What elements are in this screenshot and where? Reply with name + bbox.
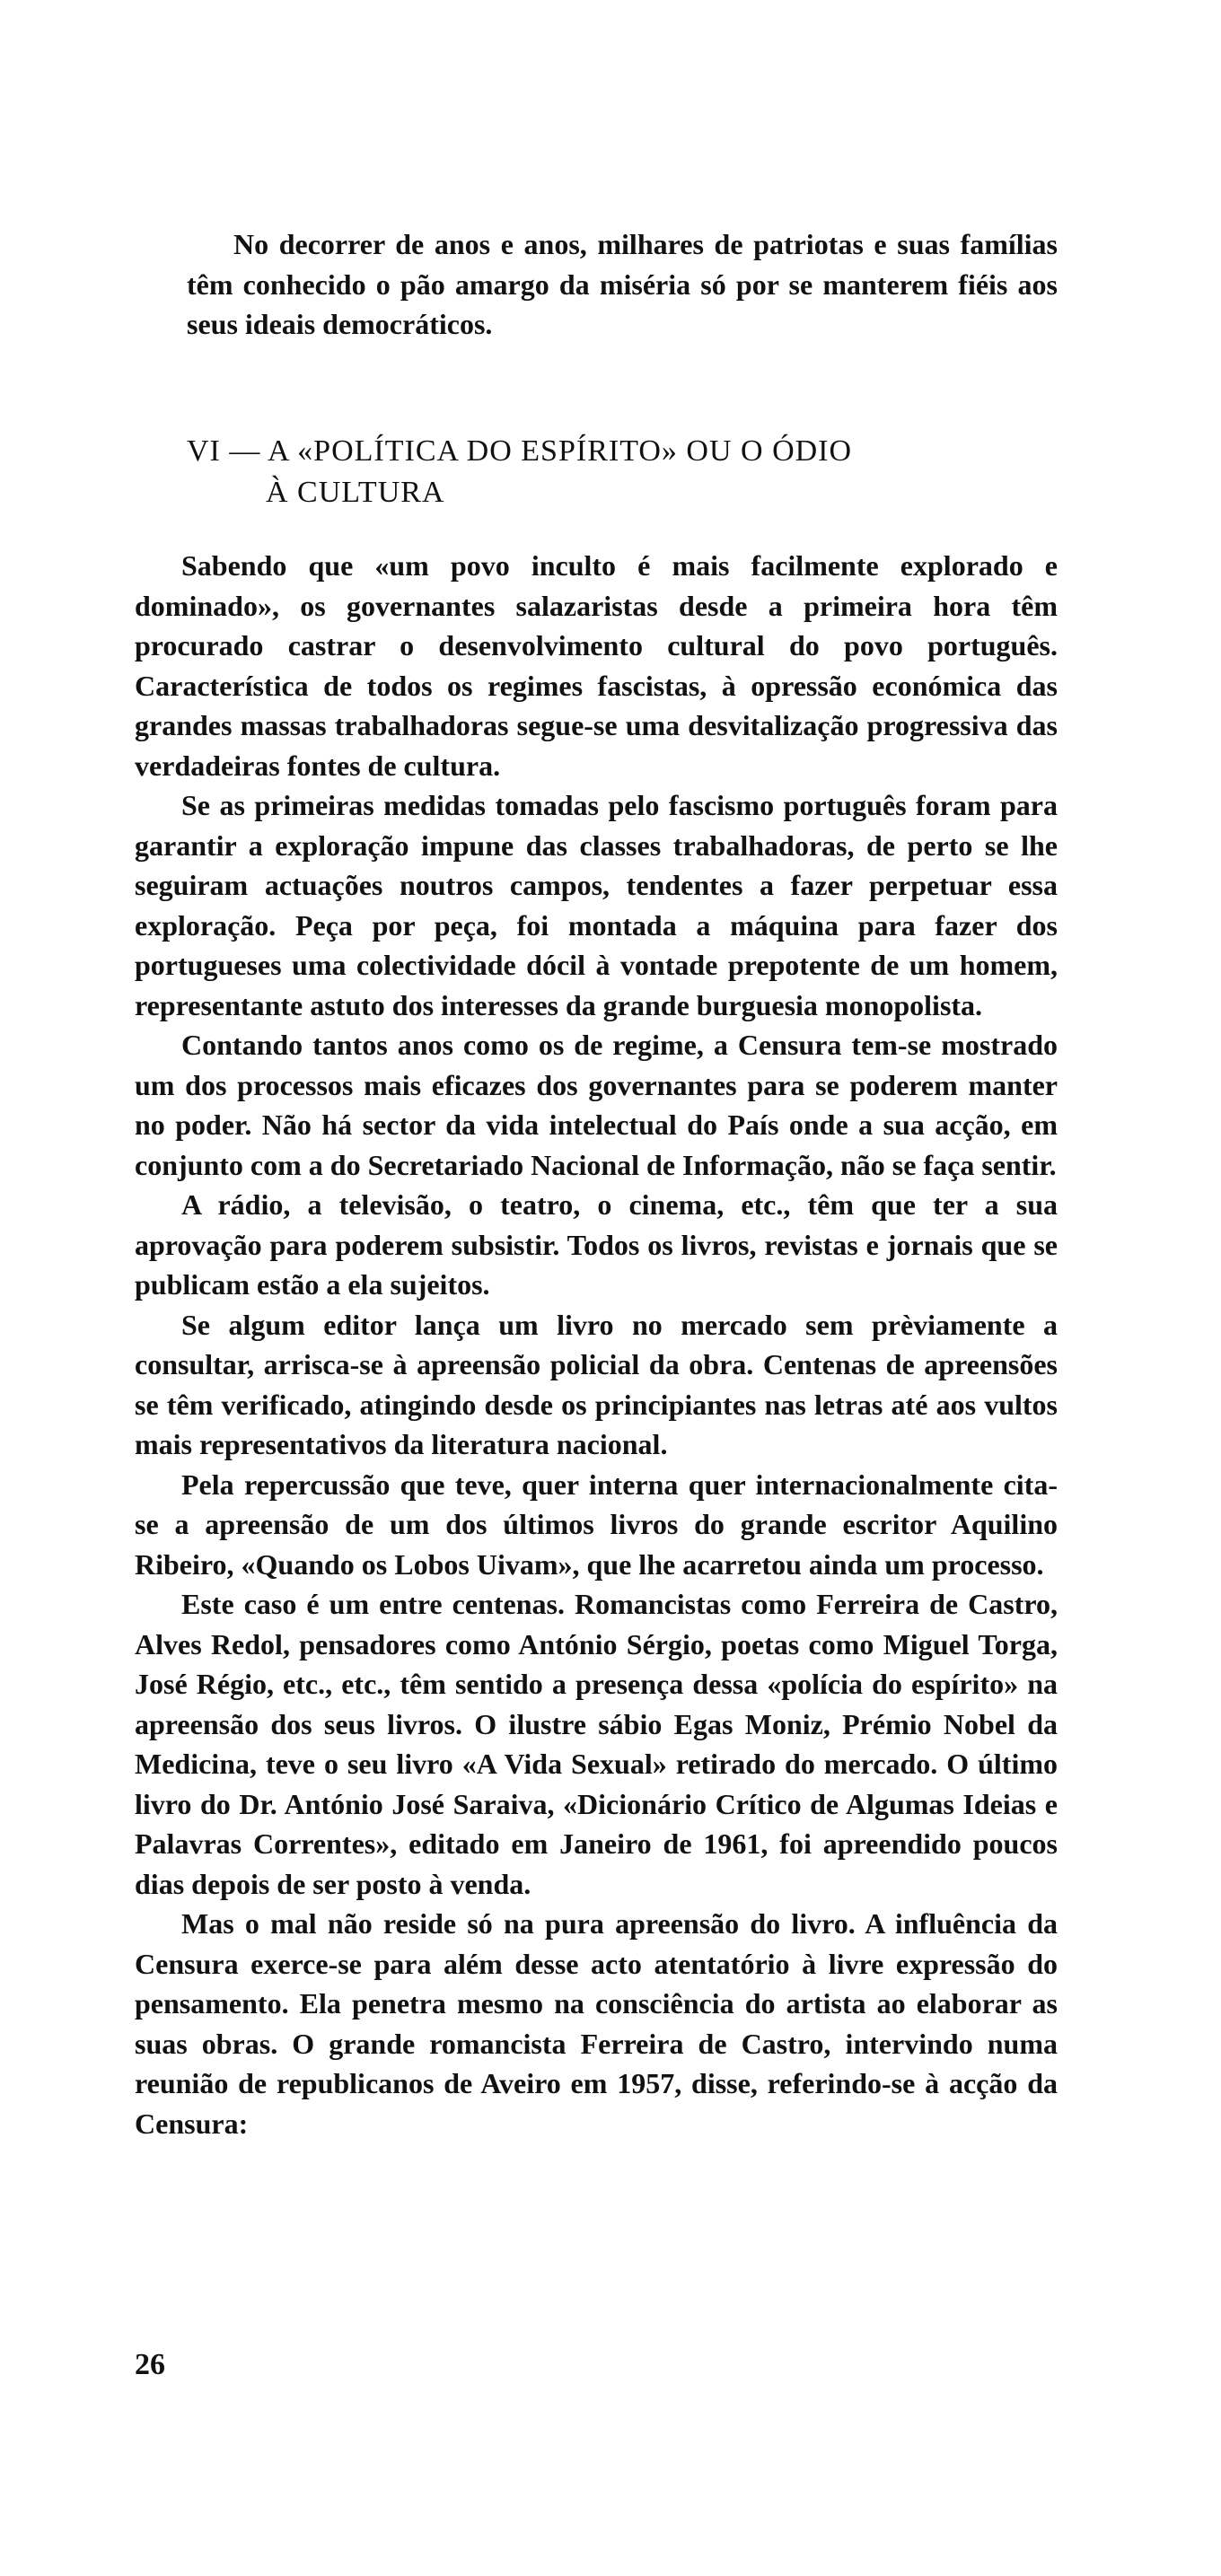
paragraph: Contando tantos anos como os de regime, a Censura tem-se mostrado um dos processos mais eficazes dos governantes para se poderem manter no poder. Não há sector da vida intelectual do País onde a sua acção, em conjunto com a do Secretariado Nacional de Informação, não se faça sentir. bbox=[135, 1029, 1058, 1181]
paragraph: Este caso é um entre centenas. Romancistas como Ferreira de Castro, Alves Redol, pensadores como António Sérgio, poetas como Miguel Torga, José Régio, etc., etc., têm sentido a presença dessa «polícia do espírito» na apreensão dos seus livros. O ilustre sábio Egas Moniz, Prémio Nobel da Medicina, teve o seu livro «A Vida Sexual» retirado do mercado. O último livro do Dr. António José Saraiva, «Dicionário Crítico de Algumas Ideias e Palavras Correntes», editado em Janeiro de 1961, foi apreendido poucos dias depois de ser posto à venda. bbox=[135, 1588, 1058, 1900]
paragraph: Se algum editor lança um livro no mercado sem prèviamente a consultar, arrisca-se à apreensão policial da obra. Centenas de apreensões se têm verificado, atingindo desde os principiantes nas letras até aos vultos mais representativos da literatura nacional. bbox=[135, 1308, 1058, 1460]
body-text bbox=[135, 546, 1058, 2143]
paragraph: Sabendo que «um povo inculto é mais facilmente explorado e dominado», os governantes salazaristas desde a primeira hora têm procurado castrar o desenvolvimento cultural do povo português. Característica de todos os regimes fascistas, à opressão económica das grandes massas trabalhadoras segue-se uma desvitalização progressiva das verdadeiras fontes de cultura. bbox=[135, 549, 1058, 782]
intro-paragraph: No decorrer de anos e anos, milhares de patriotas e suas famílias têm conhecido o pão amargo da miséria só por se manterem fiéis aos seus ideais democráticos. bbox=[187, 228, 1058, 340]
section-heading-line2: À CULTURA bbox=[266, 476, 445, 509]
intro-block bbox=[187, 224, 1058, 345]
paragraph: Se as primeiras medidas tomadas pelo fascismo português foram para garantir a exploração impune das classes trabalhadoras, de perto se lhe seguiram actuações noutros campos, tendentes a fazer perpetuar essa exploração. Peça por peça, foi montada a máquina para fazer dos portugueses uma colectividade dócil à vontade prepotente de um homem, representante astuto dos interesses da grande burguesia monopolista. bbox=[135, 789, 1058, 1021]
section-heading bbox=[187, 431, 1058, 513]
paragraph: Pela repercussão que teve, quer interna quer internacionalmente cita-se a apreensão de um dos últimos livros do grande escritor Aquilino Ribeiro, «Quando os Lobos Uivam», que lhe acarretou ainda um processo. bbox=[135, 1468, 1058, 1581]
page-number: 26 bbox=[135, 2348, 165, 2381]
section-heading-line1: VI — A «POLÍTICA DO ESPÍRITO» OU O ÓDIO bbox=[187, 434, 853, 468]
paragraph: A rádio, a televisão, o teatro, o cinema, etc., têm que ter a sua aprovação para poderem subsistir. Todos os livros, revistas e jornais que se publicam estão a ela sujeitos. bbox=[135, 1188, 1058, 1301]
paragraph: Mas o mal não reside só na pura apreensão do livro. A influência da Censura exerce-se para além desse acto atentatório à livre expressão do pensamento. Ela penetra mesmo na consciência do artista ao elaborar as suas obras. O grande romancista Ferreira de Castro, intervindo numa reunião de republicanos de Aveiro em 1957, disse, referindo-se à acção da Censura: bbox=[135, 1907, 1058, 2140]
